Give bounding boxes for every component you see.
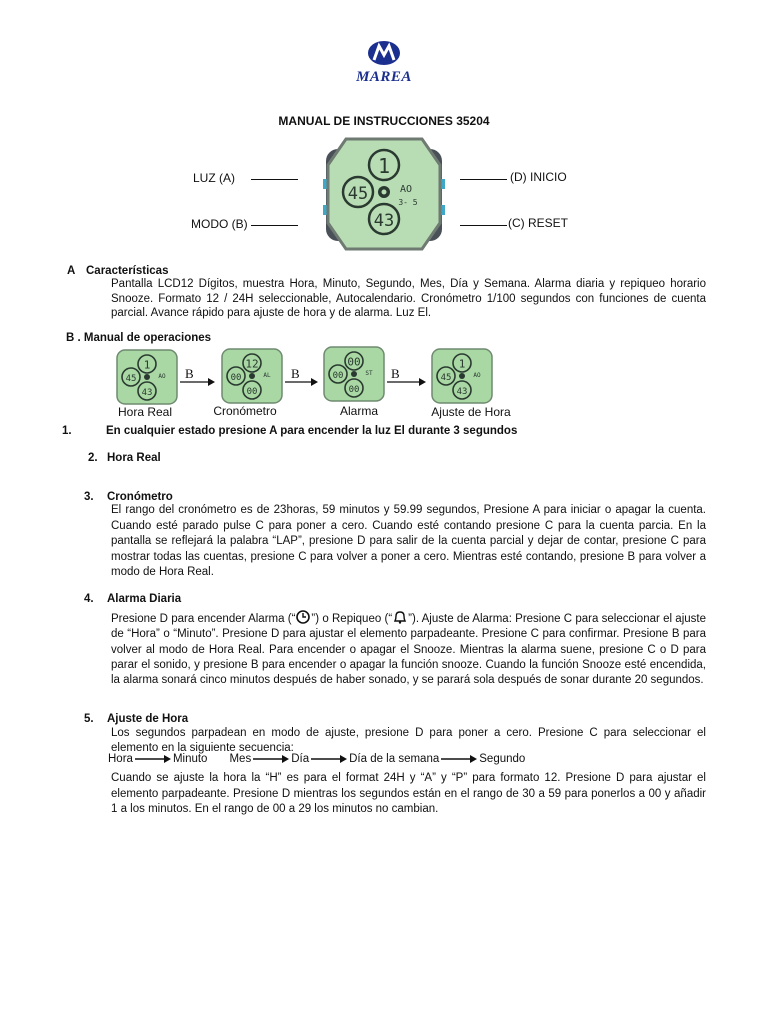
item-1-number: 1. — [62, 425, 72, 437]
section-a-letter: A — [67, 265, 76, 277]
svg-text:AL: AL — [263, 372, 271, 379]
button-c-line — [460, 225, 507, 226]
mode-arrow-label: B — [291, 366, 300, 381]
button-d-label: (D) INICIO — [510, 170, 567, 184]
item-1-text: En cualquier estado presione A para encender la luz El durante 3 segundos — [106, 425, 518, 437]
svg-text:00: 00 — [246, 387, 258, 397]
section-a-heading: Características — [86, 265, 169, 277]
section-a-text: Pantalla LCD12 Dígitos, muestra Hora, Minuto, Segundo, Mes, Día y Semana. Alarma diaria y repiqueo horario Snooze. Formato 12 / 24H seleccionable, Autocalendario. Cronómetro 1/100 segundos con funciones de cuenta parcial. Avance rápido para ajuste de hora y de alarma. Luz El. — [111, 278, 706, 319]
svg-text:00: 00 — [347, 355, 361, 369]
item-5-number: 5. — [84, 713, 94, 725]
sequence-step-dia-semana: Día de la semana — [349, 753, 440, 765]
svg-text:43: 43 — [456, 387, 468, 397]
item-5-heading: Ajuste de Hora — [107, 713, 189, 725]
item-5-text-1: Los segundos parpadean en modo de ajuste, presione D para poner a cero. Presione C para seleccionar el elemento en la siguiente secuencia: — [111, 727, 706, 754]
button-b-label: MODO (B) — [191, 217, 248, 231]
sequence-step-segundo: Segundo — [479, 753, 526, 765]
marea-logo-icon — [367, 40, 401, 66]
svg-text:00: 00 — [348, 385, 360, 395]
mode-arrow-label: B — [185, 366, 194, 381]
item-5-text-2: Cuando se ajuste la hora la “H” es para el format 24H y “A” y “P” para formato 12. Presione D para ajustar el elemento parpadeante. Presione D mientras los segundos están en el rango de 30 a 59 para ponerlos a 00 y añadir 1 a los minutos. En el rango de 00 a 29 los minutos no cambian. — [111, 772, 706, 815]
lcd-left-digit: 45 — [347, 184, 369, 204]
lcd-small-text: AO — [399, 184, 413, 195]
mode-arrow-label: B — [391, 366, 400, 381]
item-4-heading: Alarma Diaria — [107, 593, 182, 605]
adjust-sequence — [108, 753, 525, 765]
button-d-line — [460, 179, 507, 180]
watch-display-image — [322, 135, 446, 253]
clock-icon — [295, 610, 311, 624]
button-a-label: LUZ (A) — [193, 171, 235, 185]
screen-caption-ajuste: Ajuste de Hora — [431, 405, 511, 419]
arrow-right-icon — [311, 754, 347, 764]
section-b-heading: B . Manual de operaciones — [66, 332, 212, 344]
screen-caption-alarma: Alarma — [339, 404, 378, 418]
svg-text:ST: ST — [365, 370, 373, 377]
bell-icon — [392, 610, 408, 624]
svg-text:00: 00 — [332, 371, 344, 381]
item-4-text-pre: Presione D para encender Alarma (“ — [111, 613, 296, 625]
svg-text:43: 43 — [141, 388, 153, 398]
screen-caption-cronometro: Cronómetro — [213, 404, 277, 418]
item-4-text-post: ”). Ajuste de Alarma: Presione C para seleccionar el ajuste de “Hora” o “Minuto”. Presione D para ajustar el elemento parpadeante. Presione C para confirmar. Presione B para volver al modo de Hora Real. Para encender o apagar el Snooze. Mientras la alarma suene, presione C o D para parar el sonido, y presione B para encender o apagar la función snooze. Cuando la función Snooze esté encendida, la alarma sonará cinco minutos después de haber sonado, y se parará sola después de sonar durante 20 segundos. — [111, 613, 706, 687]
sequence-step-hora: Hora — [108, 753, 133, 765]
item-2-number: 2. — [88, 452, 98, 464]
arrow-right-icon — [253, 754, 289, 764]
item-3-heading: Cronómetro — [107, 491, 173, 503]
item-3-number: 3. — [84, 491, 94, 503]
arrow-right-icon — [135, 754, 171, 764]
sequence-step-minuto: Minuto — [172, 753, 208, 765]
svg-text:1: 1 — [458, 357, 466, 371]
item-2-heading: Hora Real — [107, 452, 161, 464]
sequence-step-mes: Mes — [229, 753, 252, 765]
item-3-text: El rango del cronómetro es de 23horas, 59 minutos y 59.99 segundos, Presione A para iniciar o apagar la cuenta. Cuando esté parado pulse C para poner a cero. Cuando esté contando presione C para la cuenta parcia. En la pantalla se reflejará la palabra “LAP”, presione D para salir de la cuenta parcial y dejar de contar, presione C para mostrar todas las cuentas, presione C para volver a poner a cero. Mientras esté contando, presione B para volver a modo de Hora Real. — [111, 504, 706, 578]
lcd-sub-text: 3- 5 — [398, 198, 418, 207]
lcd-screen-alarma — [323, 346, 385, 402]
svg-text:45: 45 — [125, 374, 137, 384]
screen-caption-hora-real: Hora Real — [117, 405, 173, 419]
svg-text:AO: AO — [473, 372, 481, 379]
lcd-screen-ajuste-hora — [431, 348, 493, 404]
svg-text:45: 45 — [440, 373, 452, 383]
item-4-number: 4. — [84, 593, 94, 605]
svg-text:12: 12 — [245, 357, 259, 371]
item-4-text — [111, 610, 706, 688]
lcd-top-digit: 1 — [377, 154, 391, 178]
svg-text:00: 00 — [230, 373, 242, 383]
lcd-screen-hora-real — [116, 349, 178, 405]
brand-name: MAREA — [356, 69, 412, 85]
lcd-screen-cronometro — [221, 348, 283, 404]
svg-text:AO: AO — [158, 373, 166, 380]
button-c-label: (C) RESET — [508, 216, 568, 230]
sequence-step-dia: Día — [291, 753, 310, 765]
button-a-line — [251, 179, 298, 180]
button-b-line — [251, 225, 298, 226]
mode-arrow-icon — [285, 377, 318, 387]
brand-logo — [356, 40, 412, 86]
lcd-bottom-digit: 43 — [373, 211, 395, 231]
page-title: MANUAL DE INSTRUCCIONES 35204 — [278, 114, 490, 128]
item-4-text-mid: ”) o Repiqueo (“ — [311, 613, 393, 625]
arrow-right-icon — [441, 754, 477, 764]
svg-text:1: 1 — [143, 358, 151, 372]
